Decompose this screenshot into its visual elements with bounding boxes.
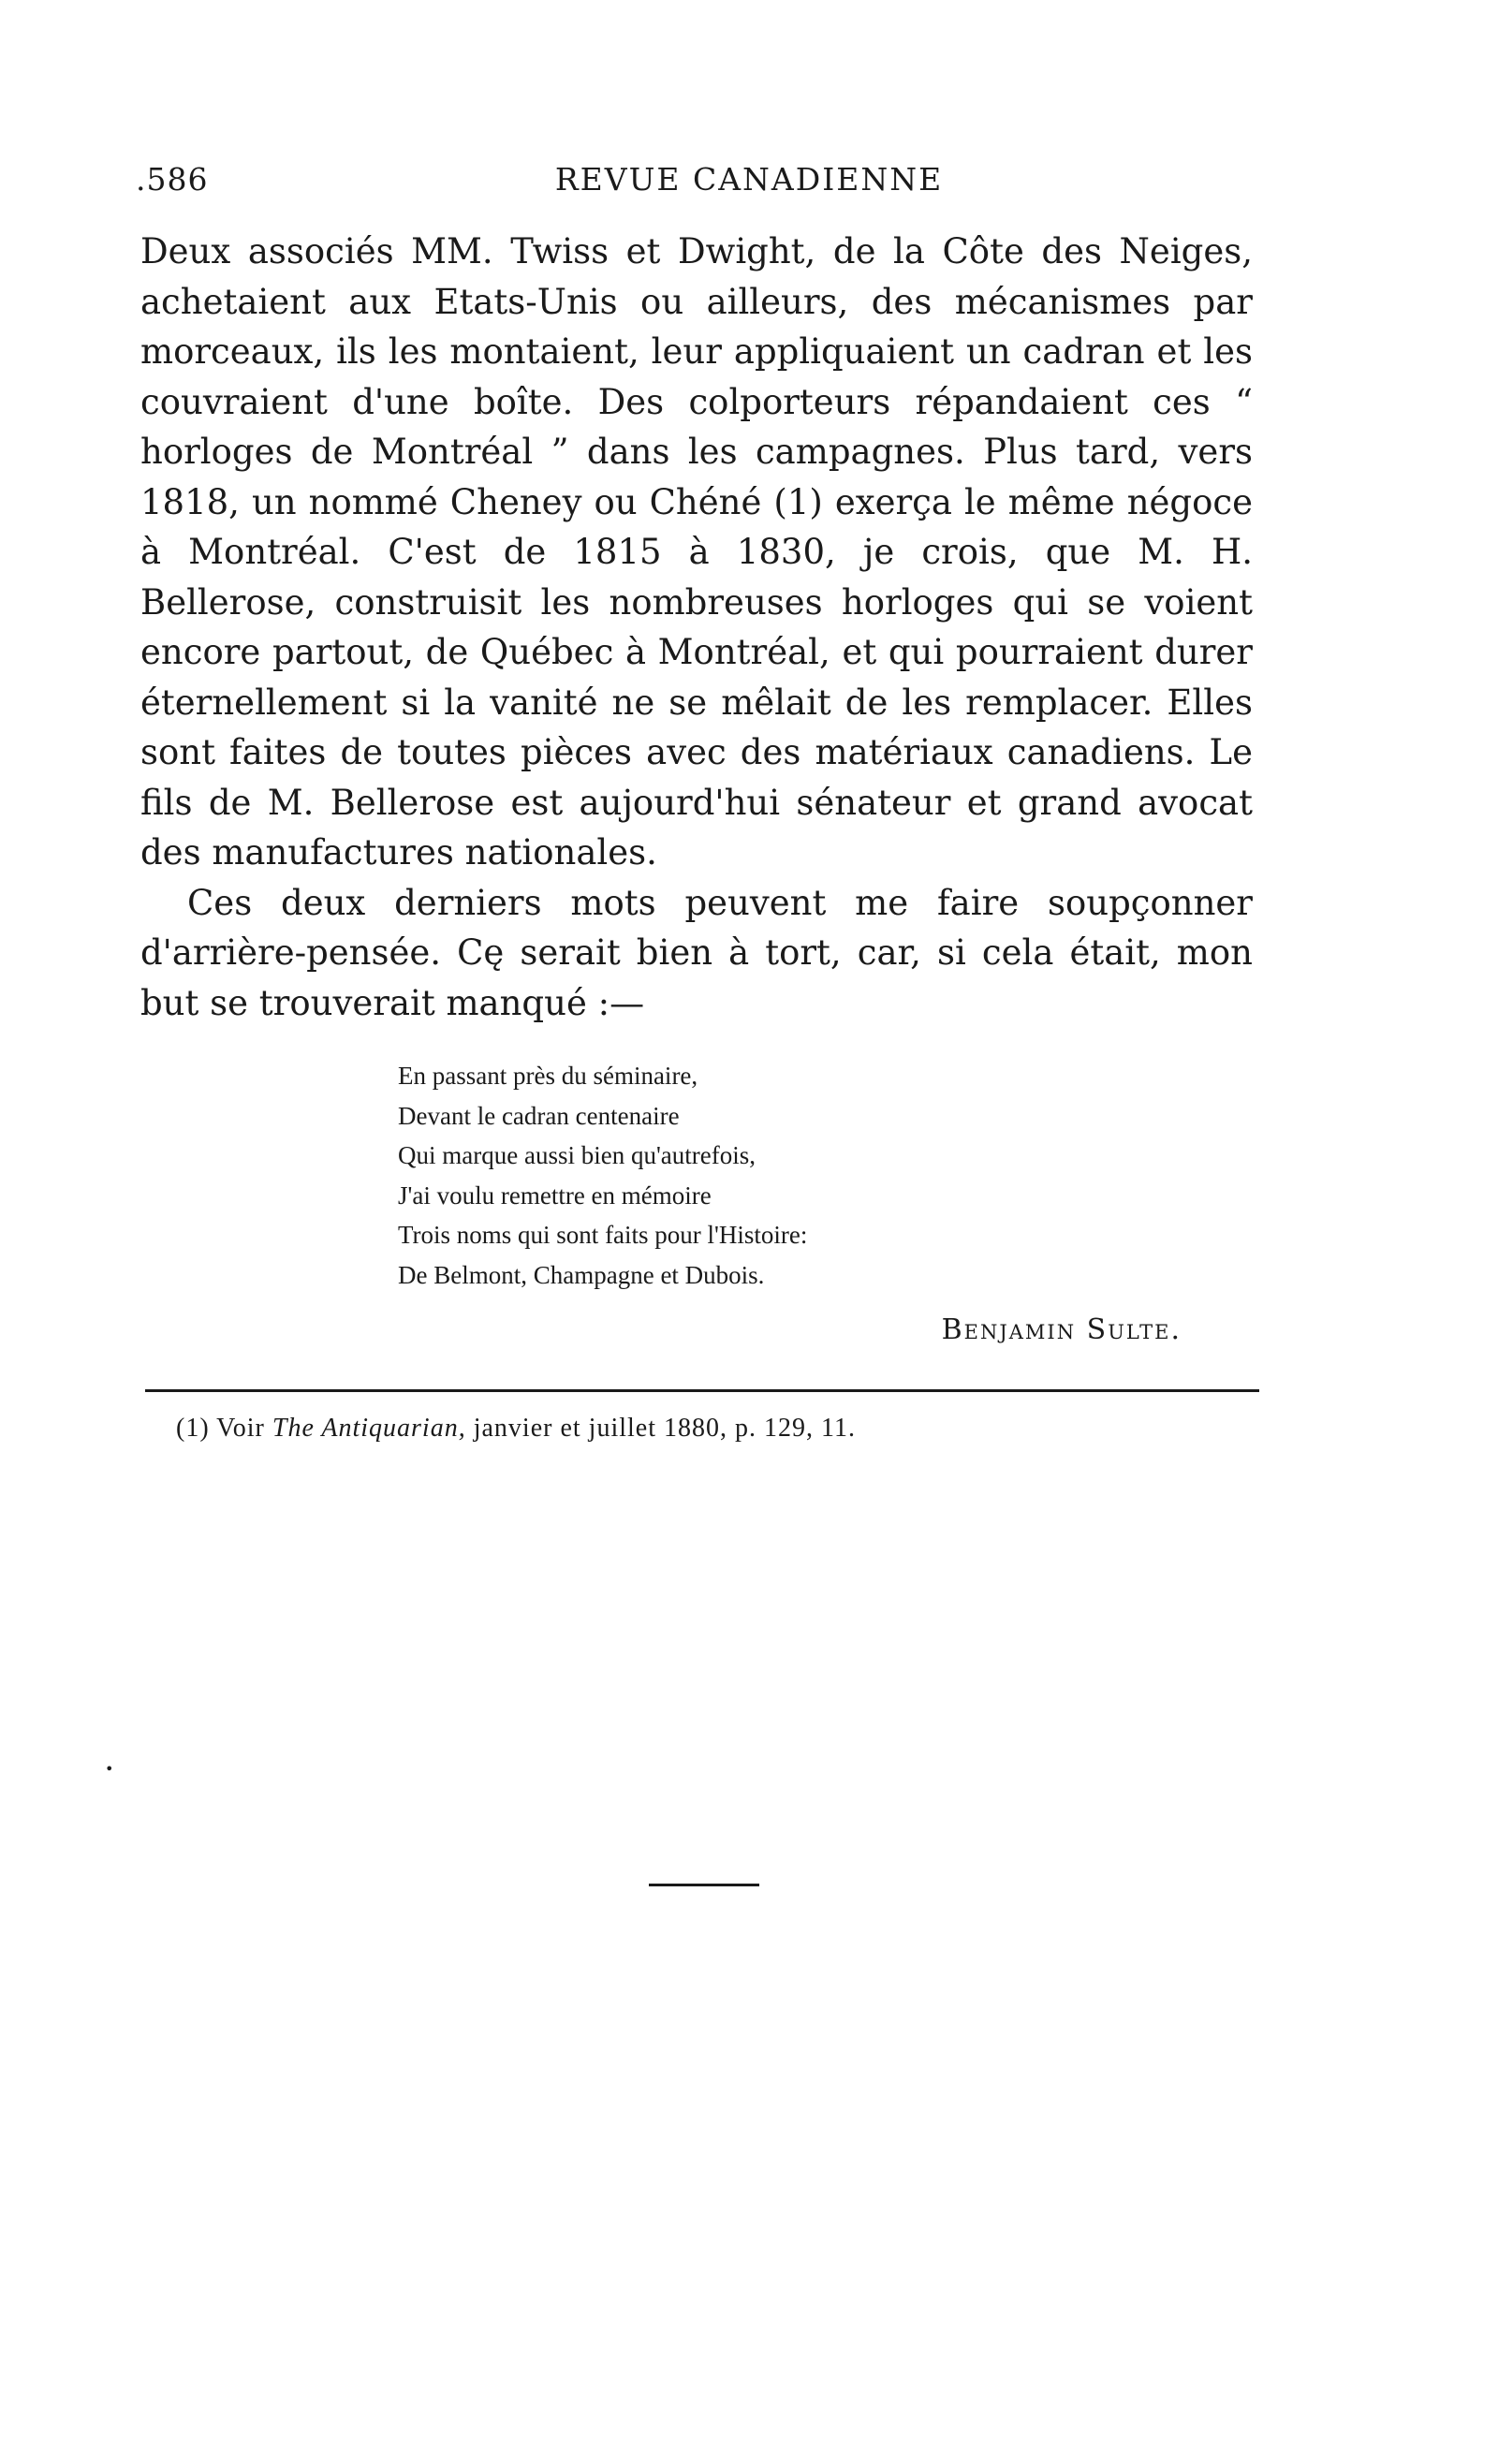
- footnote-text: janvier et juillet 1880, p. 129, 11.: [473, 1414, 856, 1443]
- footnote-marker: (1): [176, 1414, 210, 1443]
- paragraph: Deux associés MM. Twiss et Dwight, de la Côte des Neiges, achetaient aux Etats-Unis ou ailleurs, des mécanismes par morceaux, ils les montaient, leur appliquaient un cadran et les couvraient d'une boîte. Des colporteurs répandaient ces “ horloges de Montréal ” dans les campagnes. Plus tard, vers 1818, un nommé Cheney ou Chéné (1) exerça le même négoce à Montréal. C'est de 1815 à 1830, je crois, que M. H. Bellerose, construisit les nombreuses horloges qui se voient encore partout, de Québec à Montréal, et qui pourraient durer éternellement si la vanité ne se mêlait de les remplacer. Elles sont faites de toutes pièces avec des matériaux canadiens. Le fils de M. Bellerose est aujourd'hui sénateur et grand avocat des manufactures nationales.: [140, 231, 1253, 873]
- poem-line: Qui marque aussi bien qu'autrefois,: [398, 1141, 756, 1169]
- poem-line: De Belmont, Champagne et Dubois.: [398, 1260, 765, 1289]
- print-speck: •: [105, 1760, 114, 1778]
- footnote-title: The Antiquarian,: [272, 1414, 466, 1443]
- body-text: [140, 227, 1253, 1028]
- page-number: .586: [136, 161, 209, 198]
- author-signature: Benjamin Sulte.: [941, 1313, 1182, 1346]
- poem: [398, 1056, 807, 1295]
- poem-line: Devant le cadran centenaire: [398, 1101, 680, 1130]
- poem-line: Trois noms qui sont faits pour l'Histoire:: [398, 1221, 808, 1249]
- footnote-prefix: Voir: [216, 1414, 265, 1443]
- running-title: REVUE CANADIENNE: [554, 161, 944, 198]
- footnote: [176, 1414, 856, 1444]
- footnote-divider: [145, 1389, 1259, 1392]
- poem-line: En passant près du séminaire,: [398, 1062, 698, 1090]
- end-rule: [649, 1884, 759, 1886]
- poem-line: J'ai voulu remettre en mémoire: [398, 1181, 712, 1210]
- paragraph: Ces deux derniers mots peuvent me faire soupçonner d'arrière-pensée. Cę serait bien à tort, car, si cela était, mon but se trouverait manqué :—: [140, 882, 1253, 1023]
